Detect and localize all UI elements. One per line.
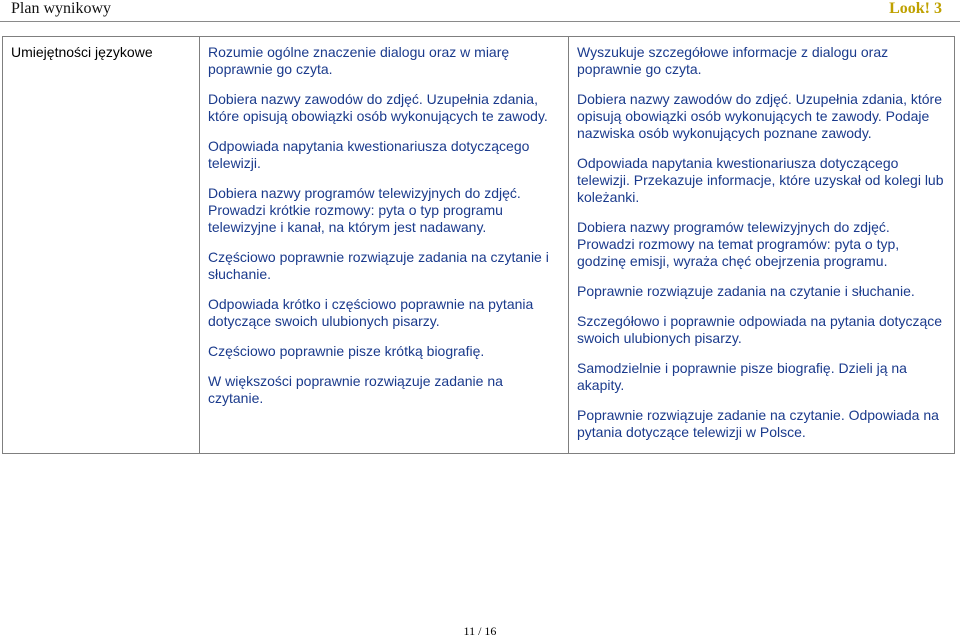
list-item: Odpowiada napytania kwestionariusza dotyczącego telewizji. Przekazuje informacje, które uzyskał od kolegi lub koleżanki.	[577, 155, 944, 205]
extended-requirements-cell	[569, 37, 955, 454]
skill-label: Umiejętności językowe	[11, 44, 153, 60]
list-item: Odpowiada krótko i częściowo poprawnie na pytania dotyczące swoich ulubionych pisarzy.	[208, 296, 534, 329]
requirements-table	[2, 36, 955, 454]
basic-requirements-cell	[200, 37, 569, 454]
page-number: 11 / 16	[463, 624, 497, 638]
list-item: Dobiera nazwy zawodów do zdjęć. Uzupełnia zdania, które opisują obowiązki osób wykonujących te zawody.	[208, 91, 548, 124]
list-item: Samodzielnie i poprawnie pisze biografię. Dzieli ją na akapity.	[577, 360, 907, 393]
brand-label: Look! 3	[889, 0, 942, 17]
list-item: W większości poprawnie rozwiązuje zadanie na czytanie.	[208, 373, 503, 406]
table-row	[3, 37, 955, 454]
list-item: Poprawnie rozwiązuje zadania na czytanie i słuchanie.	[577, 283, 915, 299]
list-item: Odpowiada napytania kwestionariusza dotyczącego telewizji.	[208, 138, 530, 171]
list-item: Dobiera nazwy programów telewizyjnych do zdjęć. Prowadzi rozmowy na temat programów: pyta o typ, godzinę emisji, wyraża chęć obejrzenia programu.	[577, 219, 900, 269]
list-item: Poprawnie rozwiązuje zadanie na czytanie. Odpowiada na pytania dotyczące telewizji w Polsce.	[577, 407, 939, 440]
list-item: Rozumie ogólne znaczenie dialogu oraz w miarę poprawnie go czyta.	[208, 44, 510, 77]
list-item: Wyszukuje szczegółowe informacje z dialogu oraz poprawnie go czyta.	[577, 44, 889, 77]
list-item: Częściowo poprawnie pisze krótką biografię.	[208, 343, 485, 359]
list-item: Dobiera nazwy zawodów do zdjęć. Uzupełnia zdania, które opisują obowiązki osób wykonujących te zawody. Podaje nazwiska osób wykonujących poznane zawody.	[577, 91, 942, 141]
header-divider	[0, 21, 960, 22]
list-item: Szczegółowo i poprawnie odpowiada na pytania dotyczące swoich ulubionych pisarzy.	[577, 313, 943, 346]
skill-cell	[3, 37, 200, 454]
document-title: Plan wynikowy	[11, 0, 111, 17]
list-item: Częściowo poprawnie rozwiązuje zadania na czytanie i słuchanie.	[208, 249, 549, 282]
list-item: Dobiera nazwy programów telewizyjnych do zdjęć. Prowadzi krótkie rozmowy: pyta o typ programu telewizyjne i kanał, na którym jest nadawany.	[208, 185, 521, 235]
page-header	[0, 0, 960, 22]
